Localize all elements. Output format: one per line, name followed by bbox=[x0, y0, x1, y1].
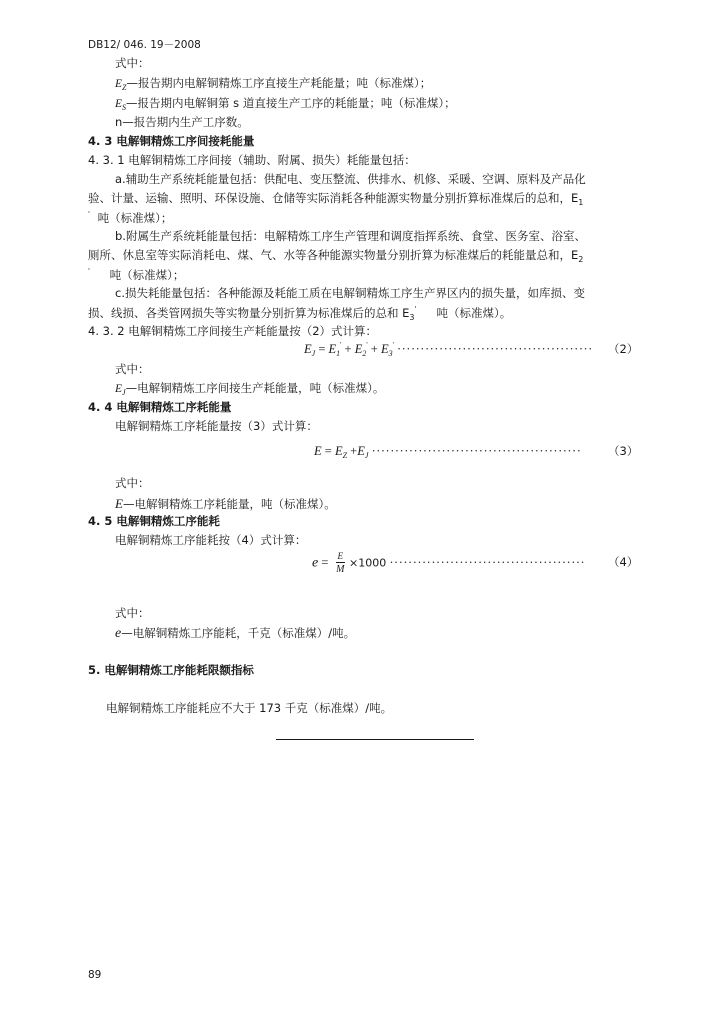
equation-3-number: （3） bbox=[608, 444, 639, 458]
standard-code: DB12/ 046. 19－2008 bbox=[88, 39, 201, 51]
legend-intro: 式中： bbox=[115, 476, 150, 490]
end-rule bbox=[276, 739, 474, 740]
leader-dots: ·········································· bbox=[396, 342, 593, 356]
section-4-4-heading: 4. 4 电解铜精炼工序耗能量 bbox=[88, 400, 232, 414]
item-b-line2: 厕所、休息室等实际消耗电、煤、气、水等各种能源实物量分别折算为标准煤后的耗能量总和，$E_2$ bbox=[88, 248, 584, 264]
legend-es: $E_S—$报告期内电解铜第 s 道直接生产工序的耗能量；吨（标准煤）； bbox=[115, 96, 456, 112]
leader-dots: ·········································· bbox=[389, 555, 586, 570]
item-a-line1: a.辅助生产系统耗能量包括：供配电、变压整流、供排水、机修、采暖、空调、原料及产品化 bbox=[115, 172, 586, 186]
page-number: 89 bbox=[88, 969, 102, 981]
item-c-line2: 损、线损、各类管网损失等实物量分别折算为标准煤后的总和 $E_3'$ 吨（标准煤）。 bbox=[88, 305, 512, 322]
item-c-line1: c.损失耗能量包括：各种能源及耗能工质在电解铜精炼工序生产界区内的损失量，如库损、变 bbox=[115, 286, 585, 300]
item-b-line1: b.附属生产系统耗能量包括：电解精炼工序生产管理和调度指挥系统、食堂、医务室、浴室、 bbox=[115, 229, 586, 243]
fraction: $\frac{E}{M}$ bbox=[336, 551, 345, 575]
item-a-line3: ' 吨（标准煤）； bbox=[88, 210, 173, 225]
leader-dots: ············································· bbox=[371, 444, 582, 458]
section-4-3-heading: 4. 3 电解铜精炼工序间接耗能量 bbox=[88, 134, 255, 148]
legend-ez: $E_Z—$报告期内电解铜精炼工序直接生产耗能量；吨（标准煤）； bbox=[115, 76, 432, 92]
legend-intro: 式中： bbox=[115, 606, 150, 620]
legend-intro: 式中： bbox=[115, 362, 150, 376]
legend-e: E—电解铜精炼工序耗能量，吨（标准煤）。 bbox=[115, 496, 336, 511]
section-5-text: 电解铜精炼工序能耗应不大于 173 千克（标准煤）/吨。 bbox=[106, 701, 393, 715]
equation-3: $E = E_Z +E_J$ ············································· bbox=[314, 444, 582, 460]
item-b-line3: ' 吨（标准煤）； bbox=[88, 267, 185, 282]
equation-2-number: （2） bbox=[608, 342, 639, 356]
section-4-3-2: 4. 3. 2 电解铜精炼工序间接生产耗能量按（2）式计算： bbox=[88, 324, 378, 338]
section-4-4-text: 电解铜精炼工序耗能量按（3）式计算： bbox=[115, 419, 318, 433]
legend-n: n—报告期内生产工序数。 bbox=[115, 115, 249, 129]
section-5-heading: 5. 电解铜精炼工序能耗限额指标 bbox=[88, 663, 254, 677]
legend-ej: $E_J—$电解铜精炼工序间接生产耗能量，吨（标准煤）。 bbox=[115, 381, 385, 397]
section-4-5-heading: 4. 5 电解铜精炼工序能耗 bbox=[88, 514, 220, 528]
section-4-3-1: 4. 3. 1 电解铜精炼工序间接（辅助、附属、损失）耗能量包括： bbox=[88, 153, 416, 167]
equation-4-number: （4） bbox=[608, 555, 639, 569]
legend-intro: 式中： bbox=[115, 56, 150, 70]
equation-2: $E_J = E_1' + E_2' + E_3'$ ·········································· bbox=[304, 341, 593, 358]
equation-4: e = $\frac{E}{M}$ ×1000 ·········································· bbox=[312, 551, 586, 575]
item-a-line2: 验、计量、运输、照明、环保设施、仓储等实际消耗各种能源实物量分别折算标准煤后的总和，$E_1$ bbox=[88, 191, 584, 207]
legend-e-lower: e—电解铜精炼工序能耗，千克（标准煤）/吨。 bbox=[115, 626, 356, 641]
section-4-5-text: 电解铜精炼工序能耗按（4）式计算： bbox=[115, 533, 307, 547]
